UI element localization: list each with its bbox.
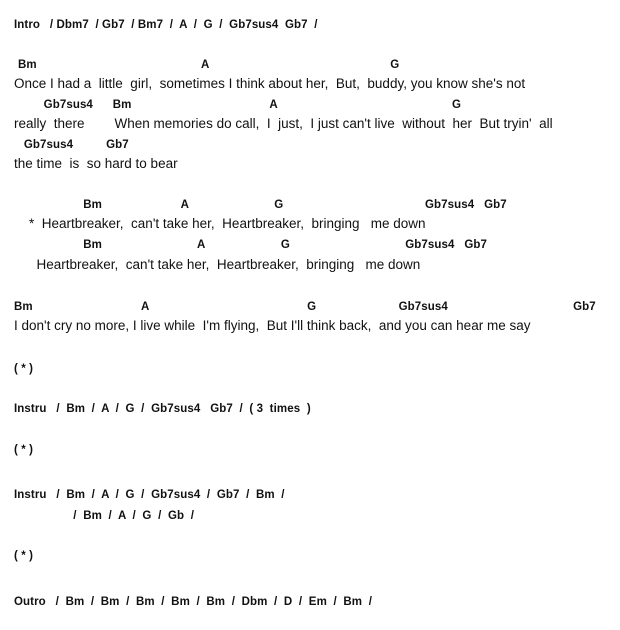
- chorus-repeat-marker: ( * ): [14, 444, 34, 456]
- verse-lyric-line-2: really there When memories do call, I just, I just can't live without her But tryin' all: [14, 116, 553, 131]
- intro-line: Intro / Dbm7 / Gb7 / Bm7 / A / G / Gb7sus4 Gb7 /: [14, 19, 318, 31]
- verse-lyric-line-1: Once I had a little girl, sometimes I think about her, But, buddy, you know she's not: [14, 76, 526, 91]
- chorus-chord-line-2: Bm A G Gb7sus4 Gb7: [14, 239, 488, 251]
- chorus-lyric-line-2: Heartbreaker, can't take her, Heartbreaker, bringing me down: [14, 257, 421, 272]
- instrumental-line: Instru / Bm / A / G / Gb7sus4 / Gb7 / Bm /: [14, 489, 285, 501]
- chorus-lyric-line-1: * Heartbreaker, can't take her, Heartbreaker, bringing me down: [14, 216, 426, 231]
- verse-lyric-line-3: the time is so hard to bear: [14, 156, 178, 171]
- outro-line: Outro / Bm / Bm / Bm / Bm / Bm / Dbm / D / Em / Bm /: [14, 596, 372, 608]
- verse-chord-line-1: Bm A G: [18, 59, 400, 71]
- chorus-chord-line-1: Bm A G Gb7sus4 Gb7: [14, 199, 507, 211]
- verse-chord-line-2: Gb7sus4 Bm A G: [14, 99, 462, 111]
- bridge-lyric-line: I don't cry no more, I live while I'm flying, But I'll think back, and you can hear me say: [14, 318, 531, 333]
- bridge-chord-line: Bm A G Gb7sus4 Gb7: [14, 301, 596, 313]
- chorus-repeat-marker: ( * ): [14, 363, 34, 375]
- instrumental-line-continued: / Bm / A / G / Gb /: [14, 510, 195, 522]
- instrumental-line: Instru / Bm / A / G / Gb7sus4 Gb7 / ( 3 times ): [14, 403, 311, 415]
- chorus-repeat-marker: ( * ): [14, 550, 34, 562]
- verse-chord-line-3: Gb7sus4 Gb7: [14, 139, 129, 151]
